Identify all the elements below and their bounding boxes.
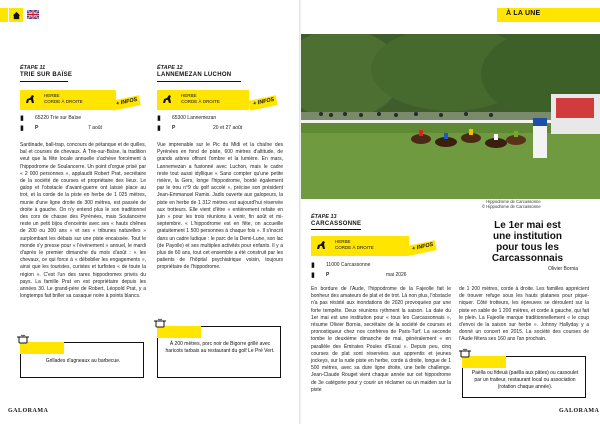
brand-logo: GALORAMA (8, 408, 49, 414)
stage13-track-card (311, 236, 409, 256)
stage13-location-icon: ▮ (311, 262, 315, 269)
stage13-title: CARCASSONNE (311, 221, 362, 227)
stage12-location-icon: ▮ (157, 115, 161, 122)
uk-flag-icon[interactable] (27, 10, 39, 19)
photo-caption: Hippodrome de Carcassonne © Hippodrome de Carcassonne (482, 199, 541, 209)
stage11-food-text: Grillades d'agneaux au barbecue. (45, 358, 121, 364)
horse-icon (161, 93, 173, 105)
stage13-postcode: 11000 Carcassonne (326, 262, 371, 268)
stage11-article-text: Sardinade, ball-trap, concours de pétanque et de quilles, bal et courses de chevaux. À Trie-sur-Baïse, la tradition veut que la fête locale annuelle s'achève forcément à l'hippodrome de Soulancerre. Un point d'orgue prisé par « 2 000 personnes », applaudit Robert Prat, secrétaire de la société de courses et propriétaire des lieux. Le galop et l'obstacle d'avant-guerre ont laissé place au trot, et la corde de la piste en herbe de 1 025 mètres, munie d'une ligne droite de 300 mètres, est passée de droite à gauche. On n'y entend plus le son traditionnel des cors de chasse des Pyrénées, mais Soulancerre reste un petit bijou d'enceinte avec ses « hauts chênes de 200 ou 300 ans » et ses « tribunes naturelles » surplombant les débats sur une piste encaissée. Tout le monde s'y presse pour « l'événement » annuel, le mardi d'après le premier dimanche du mois d'août : « les chevaux, ce qui force à « débobiler les engagements », ainsi que les touristes, curistes et turfistes « de toute la région ». C'est l'un des rares hippodromes privés du pays. La famille Prat en est propriétaire depuis les années 30. Le grand-père de Robert, Léopold Prat, y a longtemps fait briller sa casaque noire à points blancs. (20, 142, 146, 300)
stage13-infos-button[interactable]: + INFOS (411, 241, 434, 253)
cooking-pot-icon (17, 334, 29, 344)
stage12-track-card (157, 90, 249, 110)
stage11-date-letter: P (35, 125, 39, 131)
stage11-underline (20, 81, 68, 82)
stage13-date: mai 2026 (386, 272, 407, 278)
pull-quote: Le 1er mai est une institution pour tous les Carcassonnais (491, 220, 564, 264)
stage12-underline (157, 81, 241, 82)
stage13-article-text-continued: de 1 200 mètres, corde à droite. Les familles apprécient de trouver refuge sous les hauts platanes pour pique-niquer. Côté trotteurs, les épreuves se déroulent sur la piste en sable de 1 200 mètres, et corde à gauche, qui fait le plein. La Fajeolle marque traditionnellement « le coup d'envoi de la saison sur herbe ». Johnny Hallyday y a donné un concert en 2015. La société des courses de l'Aude fêtera ses 160 ans l'an prochain. (459, 286, 589, 343)
stage12-date: 20 et 27 août (213, 125, 243, 131)
racecourse-photo (301, 34, 600, 199)
top-bar-left (0, 8, 8, 22)
cooking-pot-icon (459, 348, 471, 358)
brand-logo: GALORAMA (559, 408, 600, 414)
stage12-title: LANNEMEZAN LUCHON (157, 72, 232, 78)
stage13-food-box (462, 356, 586, 398)
stage11-infos-button[interactable]: + INFOS (115, 96, 138, 108)
stage11-track-type: HERBE CORDE À DROITE (44, 93, 83, 104)
stage12-infos-button[interactable]: + INFOS (252, 96, 275, 108)
stage11-track-card (20, 90, 116, 110)
stage12-date-letter: P (172, 125, 176, 131)
stage12-postcode: 65300 Lannemezan (172, 115, 217, 121)
stage13-food-text: Paëlla ou fideuà (paëlla aux pâtes) ou cassoulet par un traiteur, restaurant local ou association (rotation chaque année). (471, 370, 579, 390)
horse-icon (24, 93, 36, 105)
home-icon[interactable] (9, 8, 23, 22)
stage12-food-text: À 200 mètres, porc noir de Bigorre grillé avec haricots tarbais au restaurant du golf Le Pré Vert. (165, 341, 275, 354)
stage11-location-icon: ▮ (20, 115, 24, 122)
stage12-article-text: Vue imprenable sur le Pic du Midi et la chaîne des Pyrénées en fond de piste, 600 mètres d'altitude, de grands arbres offrant l'ombre et la lumière. En mars, Lannemezan a fusionné avec Luchon, mais le cadre reste tout aussi idyllique « Sans compter qu'une petite rivière, la Gers, longe l'hippodrome, bordé également par le trou n°9 du golf accolé », précise son président Jean-Emmanuel Ramis. Jadis ouverte aux galopeurs, la piste en herbe de 1 312 mètres est aujourd'hui réservée aux trotteurs. Elle vient d'être « entièrement refaite en juin » pour les trois réunions à venir, fin août et mi-septembre. « L'hippodrome est en fête, on accueille gratuitement 1 500 personnes à chaque fois ». Il s'inscrit dans un cadre ludique : le parc de la Demi-Lune, son lac (de Payolle) et ses multiples activités pour enfants. Il y a plus de 60 ans, tout cet ensemble a été construit par les patients de l'hôpital psychiatrique voisin, toujours propriétaire de l'hippodrome. (157, 142, 283, 271)
stage11-calendar-icon: ▮ (20, 125, 24, 132)
stage13-calendar-icon: ▮ (311, 272, 315, 279)
stage12-label: ÉTAPE 12 (157, 65, 183, 71)
stage11-date: 7 août (88, 125, 102, 131)
stage11-postcode: 65220 Trie sur Baïse (35, 115, 82, 121)
stage13-date-letter: P (326, 272, 330, 278)
stage11-food-box (20, 342, 144, 378)
cooking-pot-icon (154, 318, 166, 328)
stage12-calendar-icon: ▮ (157, 125, 161, 132)
stage11-label: ÉTAPE 11 (20, 65, 46, 71)
pull-quote-author: Olivier Bornia (548, 266, 579, 272)
stage13-label: ÉTAPE 13 (311, 214, 337, 220)
stage13-underline (311, 229, 361, 230)
stage12-track-type: HERBE CORDE À DROITE (181, 93, 220, 104)
stage13-track-type: HERBE CORDE À DROITE (335, 239, 374, 250)
horse-icon (315, 239, 327, 251)
section-label: À LA UNE (506, 10, 541, 17)
stage13-article-text: En bordure de l'Aude, l'hippodrome de la Fajeolle fait le bonheur des amateurs de plat et de trot. Là non plus, l'obstacle n'a pas résisté aux inondations de 2020 provoquées par une forte tempête. Deux réunions rythment la saison. La date du 1er mai est une institution pour « tous les Carcassonnais », résume Olivier Bornia, secrétaire de la société de courses et pronostiqueur chez nos confrères de Paris-Turf. La seconde tombe le deuxième dimanche de mai, généralement « en parallèle des Émirates Poules d'Essai ». Depuis peu, cinq courses de plat sont réservées aux apprentis et jeunes jockeys, sur la rude piste en herbe, corde à droite, longue de 1 500 mètres, avec sa dure ligne droite, une belle challenge. Jean-Claude Rouget vient chaque année sur cet hippodrome de 3e catégorie pour y courir un réclamer ou un maiden sur la piste (311, 286, 451, 393)
stage12-food-box (157, 326, 281, 378)
stage11-title: TRIE SUR BAÏSE (20, 72, 73, 78)
